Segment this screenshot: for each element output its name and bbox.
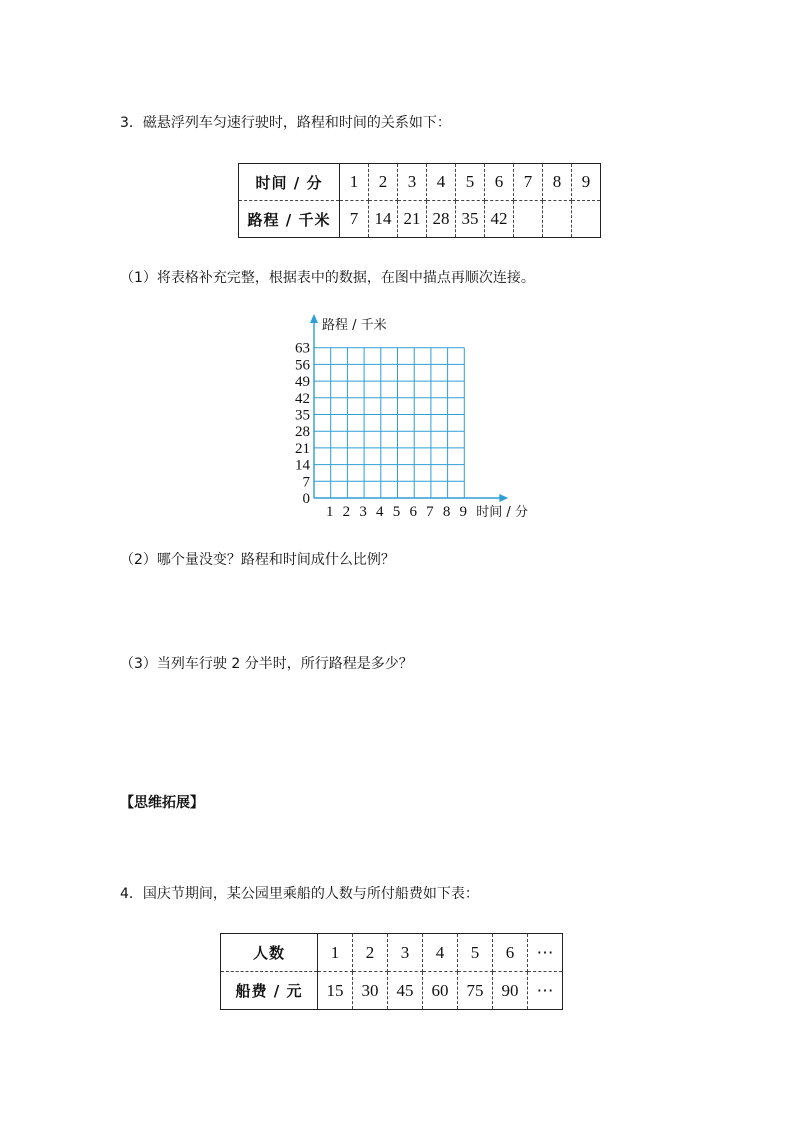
x-tick-label: 6 — [409, 504, 417, 520]
table-cell: 9 — [572, 164, 601, 201]
table-row-header: 路程 / 千米 — [239, 201, 340, 238]
y-tick-label: 49 — [295, 374, 310, 391]
table-cell: 5 — [456, 164, 485, 201]
table-row — [221, 972, 563, 1010]
y-tick-label: 14 — [295, 457, 310, 474]
table-row — [221, 934, 563, 972]
table-cell: 1 — [340, 164, 369, 201]
blank-cell[interactable] — [543, 201, 572, 238]
table-row-header: 人数 — [221, 934, 318, 972]
table-row — [239, 164, 601, 201]
table-cell: 3 — [398, 164, 427, 201]
table-cell: 6 — [485, 164, 514, 201]
x-axis-label: 时间 / 分 — [476, 505, 528, 520]
x-tick-label: 5 — [392, 504, 401, 520]
table-row-header: 船费 / 元 — [221, 972, 318, 1010]
table-cell: 42 — [485, 201, 514, 238]
blank-cell[interactable] — [514, 201, 543, 238]
table-cell: 2 — [353, 934, 388, 972]
y-tick-label: 7 — [302, 474, 310, 491]
x-tick-label: 8 — [442, 504, 451, 520]
y-tick-label: 63 — [295, 340, 310, 357]
y-tick-label: 28 — [295, 424, 310, 441]
table-cell: 45 — [388, 972, 423, 1010]
y-axis-label: 路程 / 千米 — [322, 318, 387, 333]
table-cell: 60 — [423, 972, 458, 1010]
blank-cell[interactable] — [572, 201, 601, 238]
table-cell: ⋯ — [528, 972, 563, 1010]
table-cell: 2 — [369, 164, 398, 201]
sub-question-3: （3）当列车行驶 2 分半时，所行路程是多少？ — [120, 656, 413, 672]
table-row-header: 时间 / 分 — [239, 164, 340, 201]
table-cell: 7 — [340, 201, 369, 238]
sub-question-2: （2）哪个量没变？路程和时间成什么比例？ — [120, 552, 395, 568]
y-tick-label: 21 — [295, 440, 310, 457]
sub-question-1: （1）将表格补充完整，根据表中的数据，在图中描点再顺次连接。 — [120, 270, 535, 286]
table-cell: 30 — [353, 972, 388, 1010]
x-tick-label: 3 — [359, 504, 367, 520]
y-axis-arrow-icon — [310, 314, 318, 323]
x-tick-label: 2 — [342, 504, 351, 520]
time-distance-table — [238, 163, 601, 238]
y-tick-label: 56 — [295, 357, 310, 374]
y-tick-label: 35 — [295, 407, 310, 424]
x-tick-label: 9 — [459, 504, 468, 520]
question-4-text: 4．国庆节期间，某公园里乘船的人数与所付船费如下表： — [120, 886, 479, 902]
table-cell: 35 — [456, 201, 485, 238]
table-cell: 7 — [514, 164, 543, 201]
table-cell: 6 — [493, 934, 528, 972]
table-cell: 28 — [427, 201, 456, 238]
table-cell: 4 — [427, 164, 456, 201]
x-tick-label: 1 — [325, 504, 334, 520]
distance-time-grid-chart[interactable] — [270, 308, 560, 523]
x-tick-label: 4 — [376, 504, 384, 520]
table-cell: 5 — [458, 934, 493, 972]
table-cell: 3 — [388, 934, 423, 972]
x-tick-label: 7 — [426, 504, 434, 520]
table-row — [239, 201, 601, 238]
boat-fee-table — [220, 933, 563, 1010]
y-tick-label: 42 — [295, 390, 310, 407]
table-cell: 8 — [543, 164, 572, 201]
section-heading: 【思维拓展】 — [120, 795, 204, 811]
table-cell: 75 — [458, 972, 493, 1010]
table-cell: 15 — [318, 972, 353, 1010]
table-cell: 14 — [369, 201, 398, 238]
table-cell: ⋯ — [528, 934, 563, 972]
y-tick-label: 0 — [302, 491, 310, 507]
table-cell: 1 — [318, 934, 353, 972]
table-cell: 90 — [493, 972, 528, 1010]
table-cell: 4 — [423, 934, 458, 972]
x-axis-arrow-icon — [499, 494, 508, 502]
question-3-text: 3．磁悬浮列车匀速行驶时，路程和时间的关系如下： — [120, 115, 451, 131]
table-cell: 21 — [398, 201, 427, 238]
